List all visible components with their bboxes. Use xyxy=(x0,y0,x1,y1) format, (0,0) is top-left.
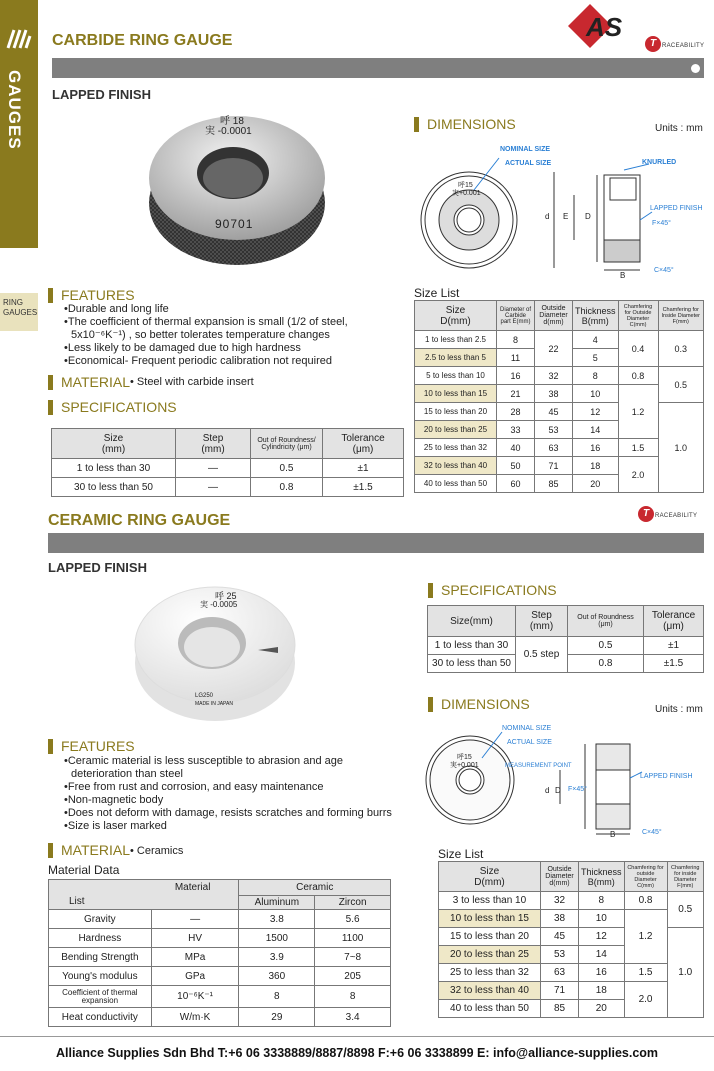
label-actual-size: ACTUAL SIZE xyxy=(505,160,552,167)
material-cell: Young's modulus xyxy=(49,967,152,986)
footer-contact: Alliance Supplies Sdn Bhd T:+6 06 3338889/8887/8898 F:+6 06 3338899 E: info@alliance-supplies.com xyxy=(55,1046,659,1060)
size-cell: 14 xyxy=(579,946,625,964)
label-actual-size: ACTUAL SIZE xyxy=(507,739,552,746)
spec-header: Tolerance (μm) xyxy=(323,429,404,459)
size-cell: 20 to less than 25 xyxy=(439,946,541,964)
size-cell: 85 xyxy=(535,475,573,493)
size-cell: 32 xyxy=(541,892,579,910)
ceramic-spec-heading: SPECIFICATIONS xyxy=(428,583,557,598)
label-f45: F×45° xyxy=(652,220,671,227)
category-label: GAUGES xyxy=(5,70,24,150)
material-cell: 1100 xyxy=(315,929,391,948)
size-cell: 5 xyxy=(573,349,619,367)
material-data-table xyxy=(48,879,391,1027)
spec-header: Size (mm) xyxy=(52,429,176,459)
material-cell: MPa xyxy=(151,948,239,967)
spec-header: Size(mm) xyxy=(428,606,516,637)
size-header: Size D(mm) xyxy=(439,862,541,892)
carbide-size-table xyxy=(414,300,704,493)
spec-cell: 30 to less than 50 xyxy=(52,478,176,497)
size-cell: 40 xyxy=(497,439,535,457)
material-text: Ceramics xyxy=(136,845,184,857)
spec-cell: 0.5 xyxy=(251,459,323,478)
size-cell: 10 xyxy=(579,910,625,928)
size-cell: 20 to less than 25 xyxy=(415,421,497,439)
label-d: d xyxy=(545,212,550,221)
size-cell: 63 xyxy=(535,439,573,457)
size-cell: 40 to less than 50 xyxy=(439,1000,541,1018)
size-cell: 8 xyxy=(497,331,535,349)
size-cell: 60 xyxy=(497,475,535,493)
carbide-material-value: • Steel with carbide insert xyxy=(130,376,254,388)
carbide-nominal-mark: 呼 18 xyxy=(220,116,244,127)
label-D: D xyxy=(585,212,591,221)
ceramic-title: CERAMIC RING GAUGE xyxy=(48,512,231,529)
spec-header: Step (mm) xyxy=(516,606,568,637)
material-cell: Gravity xyxy=(49,910,152,929)
carbide-subtitle: LAPPED FINISH xyxy=(52,87,151,102)
material-cell: 1500 xyxy=(239,929,315,948)
label-inner-actual: 実+0.001 xyxy=(450,762,479,769)
size-cell: 16 xyxy=(579,964,625,982)
label-d: d xyxy=(545,786,550,795)
material-header-label: Material xyxy=(174,881,211,893)
logo-text: AS xyxy=(586,12,623,42)
size-cell: 0.3 xyxy=(658,331,703,367)
traceability-label: RACEABILITY xyxy=(655,513,698,519)
size-cell: 1.0 xyxy=(658,403,703,493)
size-cell: 28 xyxy=(497,403,535,421)
ceramic-units: Units : mm xyxy=(655,704,703,715)
size-cell: 40 to less than 50 xyxy=(415,475,497,493)
label-e: E xyxy=(563,212,569,221)
size-cell: 0.8 xyxy=(624,892,667,910)
size-header: Outside Diameter d(mm) xyxy=(535,301,573,331)
carbide-spec-heading: SPECIFICATIONS xyxy=(48,400,177,415)
material-cell: HV xyxy=(151,929,239,948)
spec-cell: — xyxy=(176,459,251,478)
size-cell: 1.0 xyxy=(667,928,703,1018)
label-measurement-point: MEASUREMENT POINT xyxy=(505,763,572,769)
label-inner-nominal: 呼15 xyxy=(457,754,472,761)
size-cell: 0.8 xyxy=(618,367,658,385)
size-cell: 71 xyxy=(535,457,573,475)
ceramic-material-value: • Ceramics xyxy=(130,845,184,857)
material-cell: GPa xyxy=(151,967,239,986)
material-cell: 7~8 xyxy=(315,948,391,967)
material-cell: 29 xyxy=(239,1008,315,1027)
material-cell: 205 xyxy=(315,967,391,986)
size-cell: 10 xyxy=(573,385,619,403)
spec-cell: — xyxy=(176,478,251,497)
feature-item: • Economical- Frequent periodic calibration not required xyxy=(62,355,402,368)
feature-item: • Durable and long life xyxy=(62,303,402,316)
size-cell: 1.5 xyxy=(624,964,667,982)
ceramic-header: Ceramic xyxy=(239,880,391,896)
carbide-serial-mark: 90701 xyxy=(215,217,254,231)
label-inner-nominal: 呼15 xyxy=(458,182,473,189)
size-cell: 1.2 xyxy=(624,910,667,964)
size-cell: 20 xyxy=(573,475,619,493)
material-cell: 5.6 xyxy=(315,910,391,929)
carbide-dimensions-heading: DIMENSIONS xyxy=(414,117,516,132)
size-header: Outside Diameter d(mm) xyxy=(541,862,579,892)
size-header: Chamfering for outside Diameter C(mm) xyxy=(624,862,667,892)
size-cell: 21 xyxy=(497,385,535,403)
size-cell: 15 to less than 20 xyxy=(415,403,497,421)
feature-item: • Free from rust and corrosion, and easy maintenance xyxy=(62,781,402,794)
material-cell: 3.9 xyxy=(239,948,315,967)
size-cell: 53 xyxy=(535,421,573,439)
size-cell: 12 xyxy=(573,403,619,421)
zircon-header: Zircon xyxy=(315,896,391,910)
size-cell: 38 xyxy=(541,910,579,928)
size-cell: 32 xyxy=(535,367,573,385)
size-header: Thickness B(mm) xyxy=(573,301,619,331)
aluminum-header: Aluminum xyxy=(239,896,315,910)
size-cell: 0.5 xyxy=(667,892,703,928)
spec-cell: 0.5 xyxy=(568,637,644,655)
size-cell: 10 to less than 15 xyxy=(415,385,497,403)
ceramic-title-bar xyxy=(48,533,704,553)
size-cell: 32 to less than 40 xyxy=(415,457,497,475)
size-cell: 11 xyxy=(497,349,535,367)
label-D: D xyxy=(555,786,561,795)
size-header: Chamfering for inside Diameter F(mm) xyxy=(667,862,703,892)
feature-item: • Less likely to be damaged due to high hardness xyxy=(62,342,402,355)
size-cell: 71 xyxy=(541,982,579,1000)
material-cell: 360 xyxy=(239,967,315,986)
traceability-label: RACEABILITY xyxy=(662,43,705,49)
ceramic-actual-mark: 実 -0.0005 xyxy=(200,600,238,609)
carbide-spec-table xyxy=(51,428,404,497)
size-cell: 1 to less than 2.5 xyxy=(415,331,497,349)
ceramic-subtitle: LAPPED FINISH xyxy=(48,560,147,575)
ceramic-dimension-diagram xyxy=(420,720,704,845)
carbide-units: Units : mm xyxy=(655,123,703,134)
size-cell: 16 xyxy=(497,367,535,385)
feature-item: • Non-magnetic body xyxy=(62,794,402,807)
material-cell: — xyxy=(151,910,239,929)
label-knurled: KNURLED xyxy=(642,159,677,166)
list-header-label: List xyxy=(69,895,85,907)
traceability-t-icon: T xyxy=(638,506,654,522)
label-nominal-size: NOMINAL SIZE xyxy=(500,146,551,153)
material-cell: 8 xyxy=(315,986,391,1008)
ceramic-made-mark: MADE IN JAPAN xyxy=(195,701,233,707)
size-cell: 20 xyxy=(579,1000,625,1018)
label-c45: C×45° xyxy=(642,829,662,836)
size-cell: 53 xyxy=(541,946,579,964)
size-cell: 25 to less than 32 xyxy=(439,964,541,982)
size-cell: 8 xyxy=(573,367,619,385)
size-cell: 0.5 xyxy=(658,367,703,403)
feature-item: • Does not deform with damage, resists scratches and forming burrs xyxy=(62,807,402,820)
spec-cell: 0.5 step xyxy=(516,637,568,673)
gauge-lines-icon xyxy=(6,28,32,50)
traceability-t-icon: T xyxy=(645,36,661,52)
material-cell: Heat conductivity xyxy=(49,1008,152,1027)
bar-dot-icon xyxy=(691,64,700,73)
size-cell: 63 xyxy=(541,964,579,982)
size-cell: 85 xyxy=(541,1000,579,1018)
size-cell: 45 xyxy=(535,403,573,421)
label-b: B xyxy=(620,271,626,280)
as-logo xyxy=(568,4,638,48)
spec-cell: 0.8 xyxy=(568,655,644,673)
material-cell: 3.4 xyxy=(315,1008,391,1027)
size-cell: 5 to less than 10 xyxy=(415,367,497,385)
ceramic-size-list-title: Size List xyxy=(438,847,484,861)
size-cell: 10 to less than 15 xyxy=(439,910,541,928)
label-lapped-finish: LAPPED FINISH xyxy=(640,773,693,780)
label-f45: F×45° xyxy=(568,786,587,793)
size-header: Diameter of Carbide part E(mm) xyxy=(497,301,535,331)
feature-item: • Ceramic material is less susceptible to abrasion and age deterioration than steel xyxy=(62,755,402,781)
carbide-actual-mark: 実 -0.0001 xyxy=(205,126,252,137)
ceramic-material-heading: MATERIAL xyxy=(48,843,130,858)
ceramic-nominal-mark: 呼 25 xyxy=(215,591,237,601)
size-cell: 15 to less than 20 xyxy=(439,928,541,946)
ceramic-dimensions-heading: DIMENSIONS xyxy=(428,697,530,712)
spec-cell: ±1.5 xyxy=(323,478,404,497)
label-c45: C×45° xyxy=(654,267,674,274)
size-cell: 4 xyxy=(573,331,619,349)
size-cell: 1.5 xyxy=(618,439,658,457)
material-cell: Coefficient of thermal expansion xyxy=(49,986,152,1008)
spec-header: Out of Roundness (μm) xyxy=(568,606,644,637)
size-cell: 8 xyxy=(579,892,625,910)
size-cell: 3 to less than 10 xyxy=(439,892,541,910)
material-cell: 10⁻⁶K⁻¹ xyxy=(151,986,239,1008)
spec-header: Out of Roundness/ Cylindricity (μm) xyxy=(251,429,323,459)
size-cell: 45 xyxy=(541,928,579,946)
size-cell: 18 xyxy=(573,457,619,475)
feature-item: • The coefficient of thermal expansion is small (1/2 of steel, 5x10⁻⁶K⁻¹) , so better tolerates temperature changes xyxy=(62,316,402,342)
size-cell: 14 xyxy=(573,421,619,439)
size-cell: 50 xyxy=(497,457,535,475)
size-cell: 2.5 to less than 5 xyxy=(415,349,497,367)
spec-cell: ±1 xyxy=(644,637,704,655)
size-header: Chamfering for Inside Diameter F(mm) xyxy=(658,301,703,331)
carbide-material-heading: MATERIAL xyxy=(48,375,130,390)
ceramic-features-heading: FEATURES xyxy=(48,739,135,754)
material-text: Steel with carbide insert xyxy=(136,376,254,388)
size-cell: 1.2 xyxy=(618,385,658,439)
size-cell: 25 to less than 32 xyxy=(415,439,497,457)
size-cell: 2.0 xyxy=(618,457,658,493)
spec-cell: ±1 xyxy=(323,459,404,478)
carbide-features-heading: FEATURES xyxy=(48,288,135,303)
spec-cell: 1 to less than 30 xyxy=(52,459,176,478)
label-b: B xyxy=(610,830,616,839)
material-corner-header xyxy=(49,880,239,910)
material-cell: 8 xyxy=(239,986,315,1008)
spec-cell: 1 to less than 30 xyxy=(428,637,516,655)
spec-cell: 30 to less than 50 xyxy=(428,655,516,673)
size-cell: 0.4 xyxy=(618,331,658,367)
size-header: Chamfering for Outside Diameter C(mm) xyxy=(618,301,658,331)
size-cell: 22 xyxy=(535,331,573,367)
size-cell: 18 xyxy=(579,982,625,1000)
feature-item: • Size is laser marked xyxy=(62,820,402,833)
footer-divider xyxy=(0,1036,714,1037)
ceramic-size-mark: LG250 xyxy=(195,693,214,699)
ceramic-spec-table xyxy=(427,605,704,673)
spec-cell: ±1.5 xyxy=(644,655,704,673)
spec-header: Step (mm) xyxy=(176,429,251,459)
ceramic-size-table xyxy=(438,861,704,1018)
material-data-title: Material Data xyxy=(48,863,120,877)
material-cell: 3.8 xyxy=(239,910,315,929)
carbide-size-list-title: Size List xyxy=(414,286,460,300)
ceramic-features-list xyxy=(62,755,402,833)
spec-cell: 0.8 xyxy=(251,478,323,497)
size-cell: 12 xyxy=(579,928,625,946)
size-header: Size D(mm) xyxy=(415,301,497,331)
ring-gauges-tab[interactable]: RING GAUGES xyxy=(0,293,38,331)
size-cell: 38 xyxy=(535,385,573,403)
label-lapped-finish: LAPPED FINISH xyxy=(650,205,703,212)
material-cell: W/m·K xyxy=(151,1008,239,1027)
size-header: Thickness B(mm) xyxy=(579,862,625,892)
size-cell: 33 xyxy=(497,421,535,439)
carbide-features-list xyxy=(62,303,402,368)
carbide-title-bar xyxy=(52,58,704,78)
carbide-title: CARBIDE RING GAUGE xyxy=(52,32,233,49)
spec-header: Tolerance (μm) xyxy=(644,606,704,637)
size-cell: 32 to less than 40 xyxy=(439,982,541,1000)
label-inner-actual: 実+0.001 xyxy=(452,190,481,197)
material-cell: Hardness xyxy=(49,929,152,948)
size-cell: 16 xyxy=(573,439,619,457)
size-cell: 2.0 xyxy=(624,982,667,1018)
material-cell: Bending Strength xyxy=(49,948,152,967)
label-nominal-size: NOMINAL SIZE xyxy=(502,725,552,732)
